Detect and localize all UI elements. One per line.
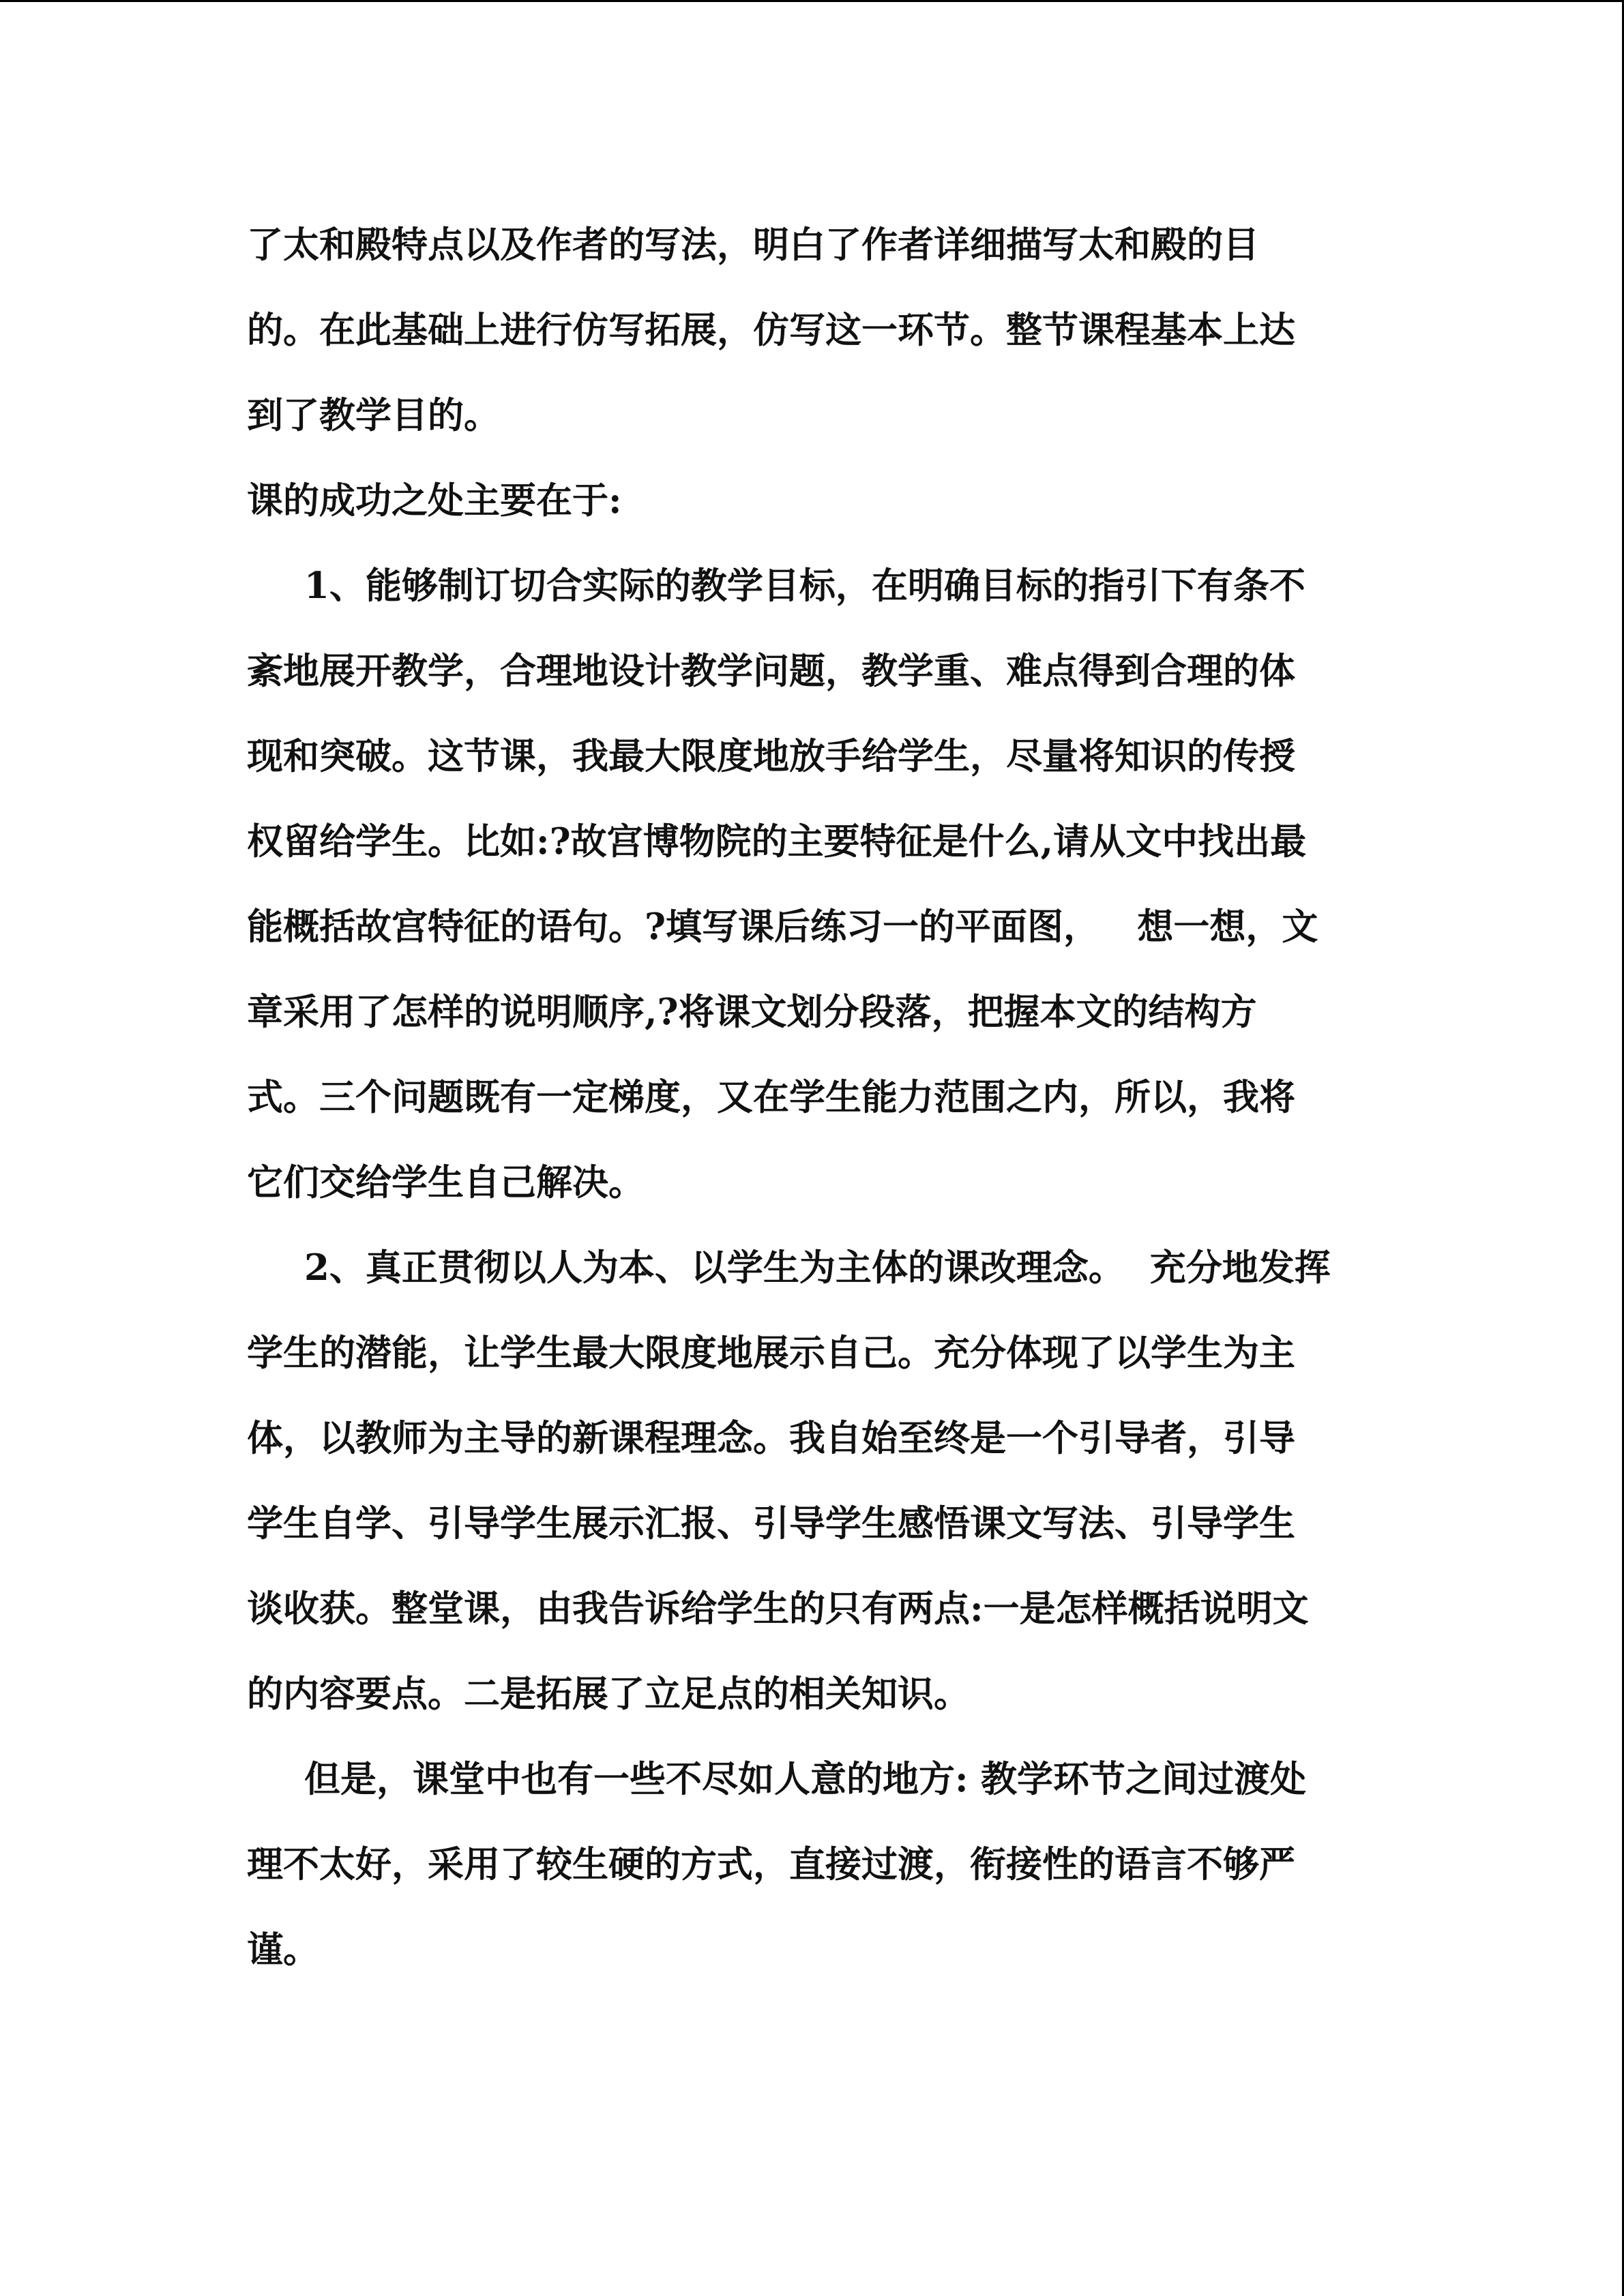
section-heading: 课的成功之处主要在于: (247, 479, 622, 522)
text-line: 学生自学、引导学生展示汇报、引导学生感悟课文写法、引导学生 (247, 1502, 1295, 1545)
text-line: 学生的潜能，让学生最大限度地展示自己。充分体现了以学生为主 (247, 1332, 1295, 1374)
text-line: 理不太好，采用了较生硬的方式，直接过渡，衔接性的语言不够严 (247, 1843, 1295, 1885)
text-line: 章采用了怎样的说明顺序,?将课文划分段落，把握本文的结构方 (247, 991, 1257, 1033)
text-line: 式。三个问题既有一定梯度，又在学生能力范围之内，所以，我将 (247, 1076, 1295, 1118)
text-line: 谨。 (247, 1928, 319, 1971)
text-line: 权留给学生。比如:?故宫博物院的主要特征是什么,请从文中找出最 (247, 820, 1307, 863)
text-line: 现和突破。这节课，我最大限度地放手给学生，尽量将知识的传授 (247, 735, 1295, 777)
text-line: 的。在此基础上进行仿写拓展，仿写这一环节。整节课程基本上达 (247, 309, 1295, 351)
text-line: 但是，课堂中也有一些不尽如人意的地方: 教学环节之间过渡处 (304, 1758, 1307, 1800)
text-line: 它们交给学生自己解决。 (247, 1161, 645, 1204)
text-line: 体，以教师为主导的新课程理念。我自始至终是一个引导者，引导 (247, 1417, 1295, 1459)
text-line: 了太和殿特点以及作者的写法，明白了作者详细描写太和殿的目 (247, 224, 1259, 266)
text-line: 1、能够制订切合实际的教学目标，在明确目标的指引下有条不 (304, 565, 1305, 607)
text-line: 的内容要点。二是拓展了立足点的相关知识。 (247, 1673, 970, 1715)
text-line: 谈收获。整堂课，由我告诉给学生的只有两点:一是怎样概括说明文 (247, 1587, 1309, 1630)
document-body (247, 211, 1379, 2001)
text-line: 到了教学目的。 (247, 394, 500, 436)
text-line: 紊地展开教学，合理地设计教学问题，教学重、难点得到合理的体 (247, 650, 1295, 692)
text-line: 2、真正贯彻以人为本、以学生为主体的课改理念。 充分地发挥 (304, 1247, 1331, 1289)
text-line: 能概括故宫特征的语句。?填写课后练习一的平面图， 想一想，文 (247, 906, 1318, 948)
